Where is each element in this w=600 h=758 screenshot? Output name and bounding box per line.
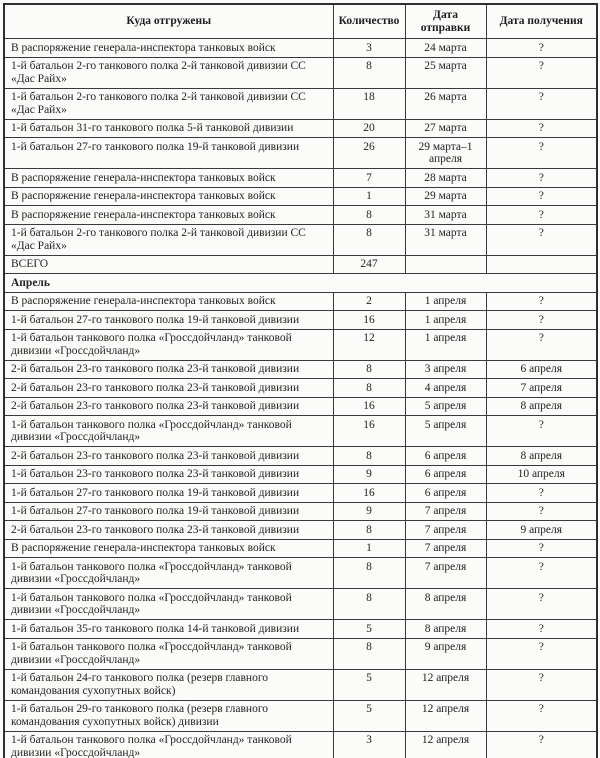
date-received-cell: ? — [486, 416, 597, 447]
quantity-cell: 26 — [333, 138, 405, 169]
date-received-cell: ? — [486, 169, 597, 188]
date-received-cell: ? — [486, 502, 597, 521]
quantity-cell: 16 — [333, 484, 405, 503]
date-received-cell: ? — [486, 39, 597, 58]
destination-cell: 1-й батальон 23-го танкового полка 23-й танковой дивизии — [4, 465, 333, 484]
table-row — [4, 589, 597, 620]
table-body — [4, 39, 597, 758]
date-sent-cell: 8 апреля — [405, 620, 486, 639]
destination-cell: В распоряжение генерала-инспектора танковых войск — [4, 292, 333, 311]
date-sent-cell: 8 апреля — [405, 589, 486, 620]
table-row — [4, 539, 597, 558]
quantity-cell: 12 — [333, 329, 405, 360]
quantity-cell: 247 — [333, 255, 405, 274]
table-row — [4, 465, 597, 484]
quantity-cell: 5 — [333, 669, 405, 700]
date-sent-cell: 3 апреля — [405, 360, 486, 379]
date-sent-cell: 12 апреля — [405, 669, 486, 700]
date-received-cell: ? — [486, 311, 597, 330]
destination-cell: 1-й батальон танкового полка «Гроссдойчланд» танковой дивизии «Гроссдойчланд» — [4, 589, 333, 620]
destination-cell: В распоряжение генерала-инспектора танковых войск — [4, 169, 333, 188]
quantity-cell: 8 — [333, 360, 405, 379]
destination-cell: 1-й батальон 27-го танкового полка 19-й танковой дивизии — [4, 484, 333, 503]
destination-cell: 1-й батальон 2-го танкового полка 2-й танковой дивизии СС «Дас Райх» — [4, 88, 333, 119]
destination-cell: 2-й батальон 23-го танкового полка 23-й танковой дивизии — [4, 447, 333, 466]
date-received-cell: ? — [486, 187, 597, 206]
col-header-date-received: Дата получения — [486, 4, 597, 39]
quantity-cell: 3 — [333, 731, 405, 758]
col-header-destination: Куда отгружены — [4, 4, 333, 39]
date-sent-cell: 6 апреля — [405, 484, 486, 503]
date-sent-cell: 1 апреля — [405, 329, 486, 360]
table-row — [4, 638, 597, 669]
date-sent-cell: 24 марта — [405, 39, 486, 58]
quantity-cell: 8 — [333, 224, 405, 255]
date-received-cell: ? — [486, 620, 597, 639]
table-row — [4, 329, 597, 360]
destination-cell: В распоряжение генерала-инспектора танковых войск — [4, 206, 333, 225]
destination-cell: ВСЕГО — [4, 255, 333, 274]
date-received-cell: ? — [486, 329, 597, 360]
date-received-cell: ? — [486, 138, 597, 169]
destination-cell: 1-й батальон 2-го танкового полка 2-й танковой дивизии СС «Дас Райх» — [4, 57, 333, 88]
table-row — [4, 57, 597, 88]
date-sent-cell: 5 апреля — [405, 397, 486, 416]
table-row — [4, 416, 597, 447]
date-sent-cell: 6 апреля — [405, 447, 486, 466]
date-received-cell: 8 апреля — [486, 447, 597, 466]
quantity-cell: 8 — [333, 638, 405, 669]
total-row — [4, 255, 597, 274]
quantity-cell: 5 — [333, 620, 405, 639]
table-row — [4, 521, 597, 540]
date-received-cell: ? — [486, 206, 597, 225]
date-received-cell: 7 апреля — [486, 379, 597, 398]
date-received-cell: ? — [486, 589, 597, 620]
section-row — [4, 274, 597, 293]
date-received-cell: 8 апреля — [486, 397, 597, 416]
date-sent-cell: 29 марта — [405, 187, 486, 206]
quantity-cell: 8 — [333, 589, 405, 620]
date-sent-cell: 26 марта — [405, 88, 486, 119]
date-sent-cell: 12 апреля — [405, 731, 486, 758]
destination-cell: В распоряжение генерала-инспектора танковых войск — [4, 539, 333, 558]
date-received-cell — [486, 255, 597, 274]
date-sent-cell: 29 марта–1 апреля — [405, 138, 486, 169]
destination-cell: 1-й батальон 31-го танкового полка 5-й танковой дивизии — [4, 119, 333, 138]
date-sent-cell: 7 апреля — [405, 539, 486, 558]
table-row — [4, 731, 597, 758]
date-sent-cell: 4 апреля — [405, 379, 486, 398]
quantity-cell: 5 — [333, 700, 405, 731]
destination-cell: 1-й батальон танкового полка «Гроссдойчланд» танковой дивизии «Гроссдойчланд» — [4, 638, 333, 669]
date-received-cell: ? — [486, 88, 597, 119]
destination-cell: В распоряжение генерала-инспектора танковых войск — [4, 187, 333, 206]
quantity-cell: 8 — [333, 379, 405, 398]
table-row — [4, 669, 597, 700]
table-row — [4, 206, 597, 225]
col-header-quantity: Количество — [333, 4, 405, 39]
date-received-cell: ? — [486, 57, 597, 88]
date-received-cell: ? — [486, 484, 597, 503]
table-row — [4, 138, 597, 169]
destination-cell: 1-й батальон танкового полка «Гроссдойчланд» танковой дивизии «Гроссдойчланд» — [4, 558, 333, 589]
header-row — [4, 4, 597, 39]
quantity-cell: 9 — [333, 502, 405, 521]
destination-cell: 1-й батальон 27-го танкового полка 19-й танковой дивизии — [4, 138, 333, 169]
quantity-cell: 2 — [333, 292, 405, 311]
table-row — [4, 502, 597, 521]
table-row — [4, 447, 597, 466]
quantity-cell: 1 — [333, 187, 405, 206]
quantity-cell: 8 — [333, 447, 405, 466]
table-row — [4, 397, 597, 416]
date-received-cell: ? — [486, 669, 597, 700]
date-sent-cell: 31 марта — [405, 206, 486, 225]
date-received-cell: ? — [486, 224, 597, 255]
date-sent-cell: 27 марта — [405, 119, 486, 138]
quantity-cell: 18 — [333, 88, 405, 119]
date-sent-cell: 25 марта — [405, 57, 486, 88]
table-row — [4, 119, 597, 138]
date-sent-cell: 7 апреля — [405, 558, 486, 589]
date-received-cell: ? — [486, 292, 597, 311]
table-row — [4, 88, 597, 119]
destination-cell: 2-й батальон 23-го танкового полка 23-й танковой дивизии — [4, 397, 333, 416]
date-received-cell: 9 апреля — [486, 521, 597, 540]
quantity-cell: 8 — [333, 57, 405, 88]
table-row — [4, 484, 597, 503]
destination-cell: 1-й батальон танкового полка «Гроссдойчланд» танковой дивизии «Гроссдойчланд» — [4, 731, 333, 758]
date-received-cell: 10 апреля — [486, 465, 597, 484]
destination-cell: 2-й батальон 23-го танкового полка 23-й танковой дивизии — [4, 379, 333, 398]
date-received-cell: 6 апреля — [486, 360, 597, 379]
date-received-cell: ? — [486, 731, 597, 758]
destination-cell: 1-й батальон 27-го танкового полка 19-й танковой дивизии — [4, 311, 333, 330]
quantity-cell: 8 — [333, 206, 405, 225]
date-received-cell: ? — [486, 700, 597, 731]
date-sent-cell: 9 апреля — [405, 638, 486, 669]
quantity-cell: 20 — [333, 119, 405, 138]
date-received-cell: ? — [486, 558, 597, 589]
destination-cell: 2-й батальон 23-го танкового полка 23-й танковой дивизии — [4, 521, 333, 540]
table-row — [4, 292, 597, 311]
shipments-table — [3, 3, 598, 758]
quantity-cell: 3 — [333, 39, 405, 58]
table-row — [4, 311, 597, 330]
date-received-cell: ? — [486, 539, 597, 558]
date-sent-cell: 5 апреля — [405, 416, 486, 447]
quantity-cell: 9 — [333, 465, 405, 484]
table-row — [4, 187, 597, 206]
table-row — [4, 620, 597, 639]
quantity-cell: 16 — [333, 311, 405, 330]
table-row — [4, 39, 597, 58]
quantity-cell: 16 — [333, 416, 405, 447]
destination-cell: 1-й батальон 2-го танкового полка 2-й танковой дивизии СС «Дас Райх» — [4, 224, 333, 255]
col-header-date-sent: Дата отправки — [405, 4, 486, 39]
quantity-cell: 8 — [333, 558, 405, 589]
destination-cell: 1-й батальон 29-го танкового полка (резерв главного командования сухопутных войск) дивизии — [4, 700, 333, 731]
date-sent-cell: 1 апреля — [405, 311, 486, 330]
date-sent-cell: 12 апреля — [405, 700, 486, 731]
date-received-cell: ? — [486, 638, 597, 669]
quantity-cell: 7 — [333, 169, 405, 188]
destination-cell: 1-й батальон 24-го танкового полка (резерв главного командования сухопутных войск) — [4, 669, 333, 700]
quantity-cell: 1 — [333, 539, 405, 558]
date-sent-cell: 7 апреля — [405, 502, 486, 521]
table-row — [4, 360, 597, 379]
destination-cell: 1-й батальон 35-го танкового полка 14-й танковой дивизии — [4, 620, 333, 639]
table-row — [4, 558, 597, 589]
date-sent-cell: 28 марта — [405, 169, 486, 188]
quantity-cell: 8 — [333, 521, 405, 540]
date-sent-cell: 1 апреля — [405, 292, 486, 311]
destination-cell: 1-й батальон танкового полка «Гроссдойчланд» танковой дивизии «Гроссдойчланд» — [4, 416, 333, 447]
destination-cell: 2-й батальон 23-го танкового полка 23-й танковой дивизии — [4, 360, 333, 379]
quantity-cell: 16 — [333, 397, 405, 416]
table-row — [4, 169, 597, 188]
table-row — [4, 700, 597, 731]
date-sent-cell: 31 марта — [405, 224, 486, 255]
date-sent-cell — [405, 255, 486, 274]
table-row — [4, 224, 597, 255]
destination-cell: 1-й батальон танкового полка «Гроссдойчланд» танковой дивизии «Гроссдойчланд» — [4, 329, 333, 360]
date-sent-cell: 6 апреля — [405, 465, 486, 484]
destination-cell: В распоряжение генерала-инспектора танковых войск — [4, 39, 333, 58]
destination-cell: 1-й батальон 27-го танкового полка 19-й танковой дивизии — [4, 502, 333, 521]
table-row — [4, 379, 597, 398]
date-sent-cell: 7 апреля — [405, 521, 486, 540]
date-received-cell: ? — [486, 119, 597, 138]
section-label: Апрель — [4, 274, 597, 293]
